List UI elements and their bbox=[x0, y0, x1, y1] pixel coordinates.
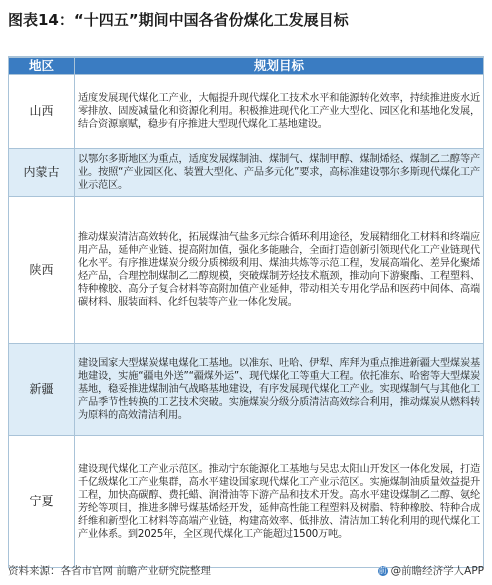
region-cell: 内蒙古 bbox=[9, 149, 75, 197]
plan-table bbox=[8, 57, 484, 568]
table-row bbox=[9, 149, 484, 197]
table-row bbox=[9, 75, 484, 149]
header-goal: 规划目标 bbox=[75, 58, 484, 75]
goal-cell: 以鄂尔多斯地区为重点，适度发展煤制油、煤制气、煤制甲醇、煤制烯烃、煤制乙二醇等产业。按照“产业园区化、装置大型化、产品多元化”要求，高标准建设鄂尔多斯现代煤化工产业示范区。 bbox=[75, 149, 484, 197]
goal-cell: 建设国家大型煤炭煤电煤化工基地。以准东、吐哈、伊犁、库拜为重点推进新疆大型煤炭基地建设，实施“疆电外送”“疆煤外运”、现代煤化工等重大工程。依托准东、哈密等大型煤炭基地，稳妥推进煤制油气战略基地建设，有序发展现代煤化工产业。实现煤制气与其他化工产品季节性转换的工艺技术突破。实施煤炭分级分质清洁高效综合利用，推动煤炭从燃料转为原料的高效清洁利用。 bbox=[75, 344, 484, 436]
goal-cell: 适度发展现代煤化工产业，大幅提升现代煤化工技术水平和能源转化效率，持续推进废水近零排放、固废减量化和资源化利用。积极推进现代化工产业大型化、园区化和基地化发展，结合资源禀赋，稳步有序推进大型现代煤化工基地建设。 bbox=[75, 75, 484, 149]
header-region: 地区 bbox=[9, 58, 75, 75]
footer bbox=[8, 563, 484, 577]
table-header-row bbox=[9, 58, 484, 75]
goal-cell: 推动煤炭清洁高效转化，拓展煤油气盐多元综合循环利用途径，发展精细化工材料和终端应用产品，延伸产业链、提高附加值，强化多能融合，全面打造创新引领现代化工产业链现代化水平。有序推进煤炭分级分质梯级利用、煤油共炼等示范工程，发展高端化、差异化聚烯烃产品，合理控制煤制乙二醇规模，突破煤制芳烃技术瓶颈，推动向下游聚酯、工程塑料、特种橡胶、高分子复合材料等高附加值产业延伸，带动相关专用化学品和医药中间体、高端碳材料、服装面料、化纤包装等产业一体化发展。 bbox=[75, 197, 484, 344]
region-cell: 山西 bbox=[9, 75, 75, 149]
table-row bbox=[9, 197, 484, 344]
table-row bbox=[9, 436, 484, 568]
region-cell: 陕西 bbox=[9, 197, 75, 344]
brand-credit bbox=[378, 563, 484, 578]
source-note: 资料来源：各省市官网 前瞻产业研究院整理 bbox=[8, 565, 211, 577]
region-cell: 新疆 bbox=[9, 344, 75, 436]
brand-logo-icon: 前 bbox=[378, 565, 387, 575]
table-row bbox=[9, 344, 484, 436]
plan-table-container bbox=[8, 56, 484, 568]
region-cell: 宁夏 bbox=[9, 436, 75, 568]
brand-label: @前瞻经济学人APP bbox=[390, 565, 484, 577]
chart-title: 图表14：“十四五”期间中国各省份煤化工发展目标 bbox=[8, 11, 349, 29]
goal-cell: 建设现代煤化工产业示范区。推动宁东能源化工基地与吴忠太阳山开发区一体化发展，打造千亿级煤化工产业集群，高水平建设国家现代煤化工产业示范区。实施煤制油质量效益提升工程，加快高碳醇、费托蜡、润滑油等下游产品和技术开发。高水平建设煤制乙二醇、氨纶芳纶等项目，推进多牌号煤基烯烃开发，延伸高性能工程塑料及树脂、特种橡胶、特种合成纤维和新型化工材料等高端产业链，构建高效率、低排放、清洁加工转化利用的现代煤化工产业体系。到2025年，全区现代煤化工产能超过1500万吨。 bbox=[75, 436, 484, 568]
